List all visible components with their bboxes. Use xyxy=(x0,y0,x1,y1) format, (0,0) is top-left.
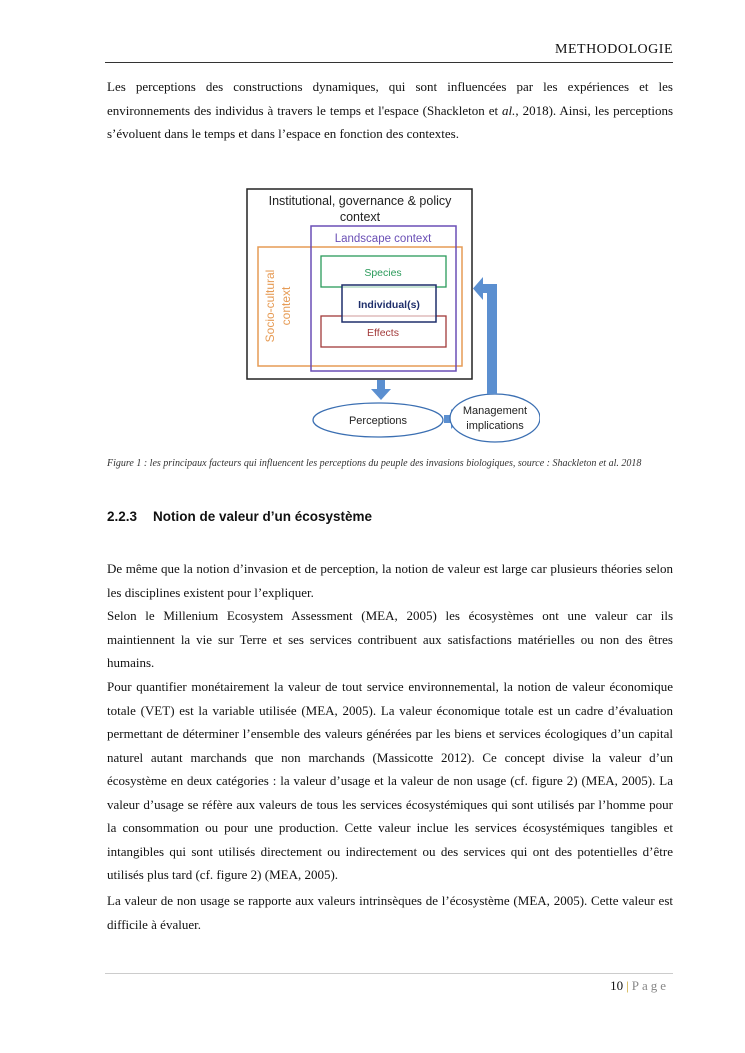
intro-text-italic: al. xyxy=(502,102,516,118)
perceptions-label: Perceptions xyxy=(348,415,408,427)
up-arrow-shaft xyxy=(487,287,497,394)
management-ellipse xyxy=(450,394,540,442)
individual-label: Individual(s) xyxy=(358,299,420,311)
section-title: Notion de valeur d’un écosystème xyxy=(153,509,373,524)
page-word: Page xyxy=(631,978,669,993)
running-header: METHODOLOGIE xyxy=(555,42,673,57)
section-number: 2.2.3 xyxy=(107,509,138,524)
management-label-line1: Management xyxy=(462,405,528,417)
page-number: 10 xyxy=(610,978,624,993)
body-paragraph-4: La valeur de non usage se rapporte aux valeurs intrinsèques de l’écosystème (MEA, 2005). Cette valeur est difficile à évaluer. xyxy=(107,893,673,932)
down-arrow-shaft xyxy=(377,380,385,390)
institutional-label-line2: context xyxy=(339,210,381,224)
header-rule xyxy=(105,62,673,63)
footer-rule xyxy=(105,973,673,974)
footer-separator: | xyxy=(626,978,629,993)
section-heading xyxy=(107,509,372,524)
intro-text-before: Les perceptions des constructions dynamiques, qui sont influencées par les expériences et les environnements des individus à travers le temps et l'espace (Shackleton et xyxy=(107,79,673,118)
species-label: Species xyxy=(364,267,402,279)
institutional-label-line1: Institutional, governance & policy xyxy=(268,194,452,208)
management-label-line2: implications xyxy=(466,420,524,432)
up-arrow-bend xyxy=(483,284,497,293)
effects-label: Effects xyxy=(367,327,399,339)
intro-text-after: , 2018). Ainsi, les perceptions s’évoluent dans le temps et dans l’espace en fonction des contextes. xyxy=(107,102,674,141)
body-paragraph-3: Pour quantifier monétairement la valeur de tout service environnemental, la notion de valeur économique totale (VET) est la variable utilisée (MEA, 2005). La valeur économique totale est un cadre d’évaluation permettant de déterminer l’ensemble des valeurs générées par les biens et services écologiques d’un capital naturel autant marchands que non marchands (Massicotte 2012). Ce concept divise la valeur d’un écosystème en deux catégories : la valeur d’usage et la valeur de non usage (cf. figure 2) (MEA, 2005). La valeur d’usage se réfère aux valeurs de tous les services écosystémiques qui sont utilisés par l’homme pour la consommation ou pour une production. Cette valeur inclue les services écosystémiques tangibles et intangibles qui sont utilisés directement ou indirectement ou des services qui ont des potentielles d’être utilisés plus tard (cf. figure 2) (MEA, 2005). xyxy=(107,679,673,882)
landscape-label: Landscape context xyxy=(334,233,432,245)
intro-paragraph xyxy=(107,75,673,146)
socio-cultural-label-line2: context xyxy=(279,286,293,326)
page-footer xyxy=(610,978,669,994)
body-paragraph-1: De même que la notion d’invasion et de perception, la notion de valeur est large car plusieurs théories selon les disciplines existent pour l’expliquer. xyxy=(107,561,673,600)
figure-perception-factors xyxy=(240,184,540,446)
figure-caption: Figure 1 : les principaux facteurs qui influencent les perceptions du peuple des invasions biologiques, source : Shackleton et al. 2018 xyxy=(107,458,642,469)
body-paragraph-2: Selon le Millenium Ecosystem Assessment (MEA, 2005) les écosystèmes ont une valeur car ils maintiennent la vie sur Terre et ses services contribuent aux satisfactions matérielles ou non des êtres humains. xyxy=(107,608,673,670)
figure-diagram xyxy=(240,184,540,446)
socio-cultural-label-line1: Socio-cultural xyxy=(263,269,277,343)
